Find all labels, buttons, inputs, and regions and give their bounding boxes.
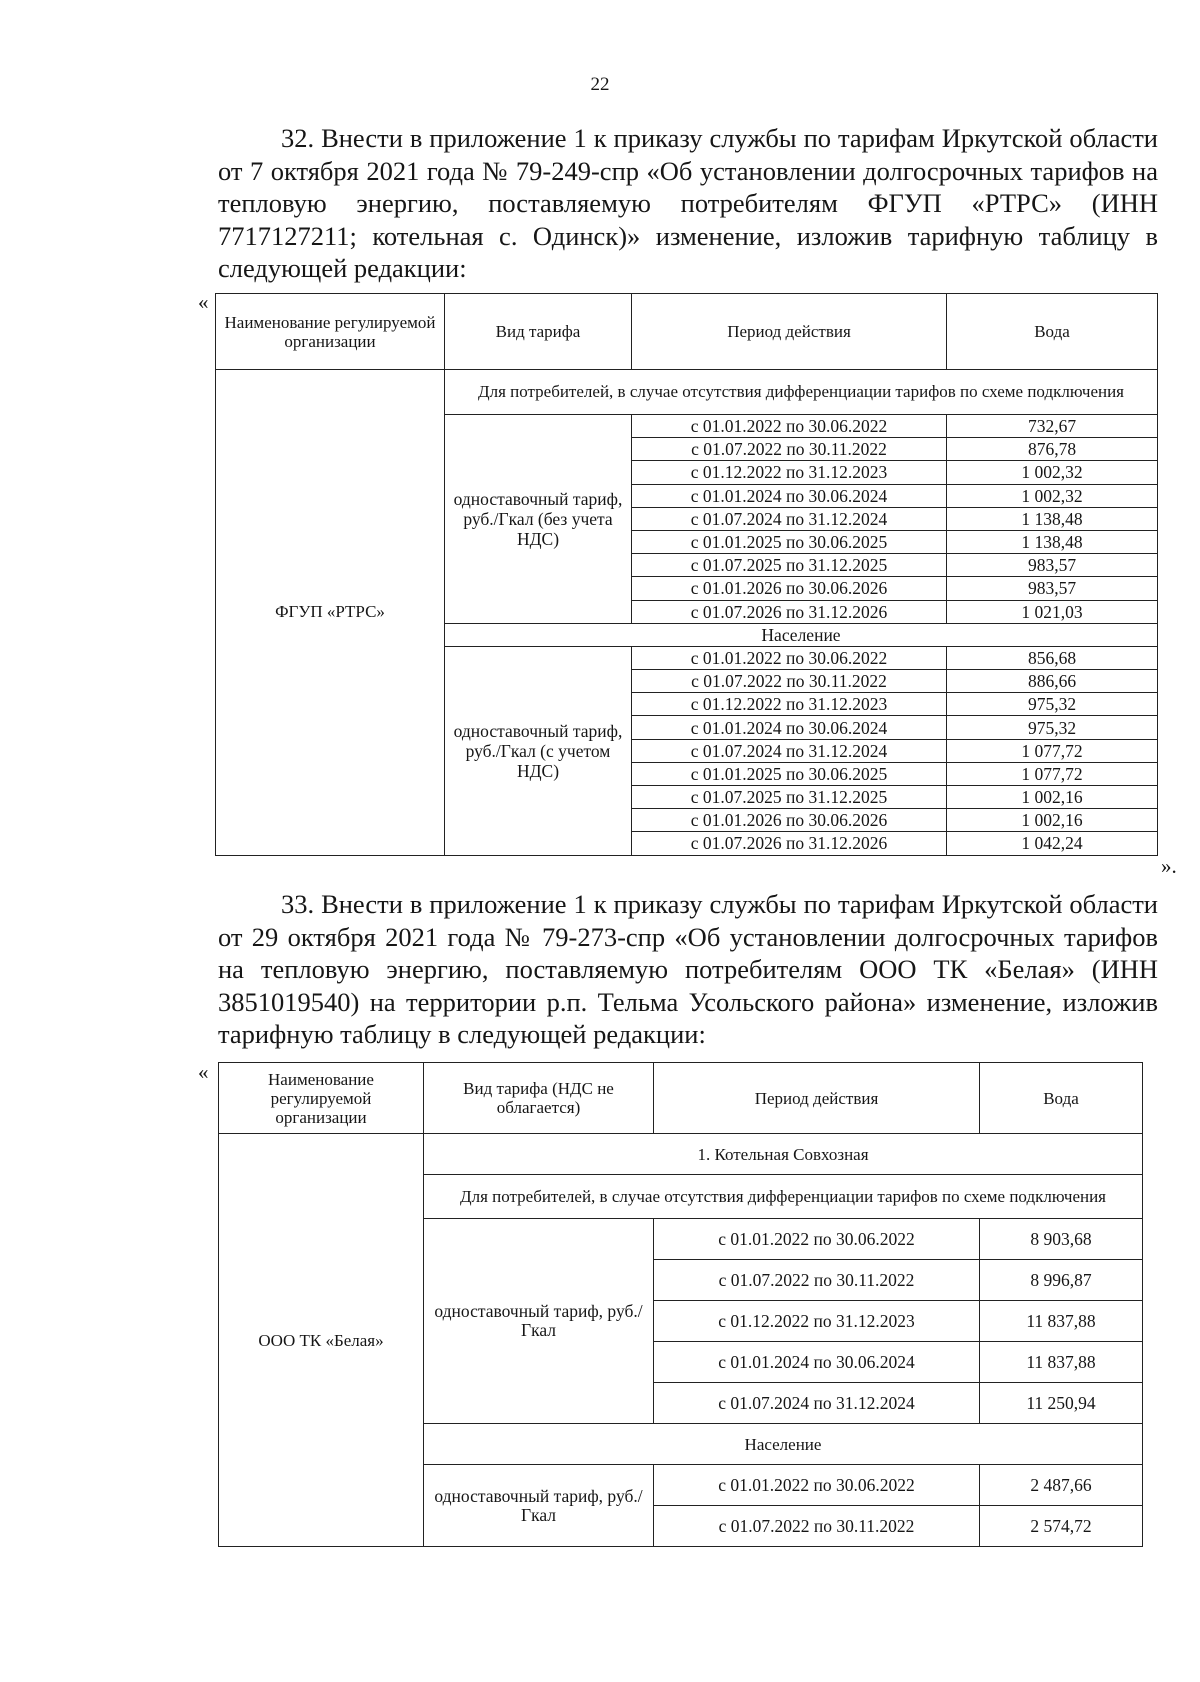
value-cell: 1 077,72	[947, 762, 1158, 785]
value-cell: 2 574,72	[980, 1506, 1143, 1547]
period-cell: с 01.07.2022 по 30.11.2022	[654, 1506, 980, 1547]
period-cell: с 01.01.2026 по 30.06.2026	[632, 577, 947, 600]
tariff-type-cell: одноставочный тариф, руб./Гкал (с учетом НДС)	[445, 646, 632, 855]
period-cell: с 01.07.2024 по 31.12.2024	[632, 507, 947, 530]
paragraph-32	[218, 122, 1158, 285]
value-cell: 1 002,16	[947, 786, 1158, 809]
period-cell: с 01.07.2024 по 31.12.2024	[632, 739, 947, 762]
period-cell: с 01.07.2022 по 30.11.2022	[632, 438, 947, 461]
header-tariff: Вид тарифа (НДС не облагается)	[424, 1063, 654, 1134]
organization-cell: ФГУП «РТРС»	[216, 370, 445, 856]
header-water: Вода	[980, 1063, 1143, 1134]
period-cell: с 01.01.2022 по 30.06.2022	[632, 646, 947, 669]
period-cell: с 01.12.2022 по 31.12.2023	[654, 1301, 980, 1342]
header-tariff: Вид тарифа	[445, 294, 632, 370]
section-row	[216, 370, 1158, 415]
value-cell: 8 996,87	[980, 1260, 1143, 1301]
value-cell: 8 903,68	[980, 1219, 1143, 1260]
value-cell: 1 138,48	[947, 507, 1158, 530]
tariff-table-1	[215, 293, 1158, 856]
value-cell: 975,32	[947, 693, 1158, 716]
value-cell: 732,67	[947, 415, 1158, 438]
close-quote-table-1: ».	[1161, 854, 1177, 878]
paragraph-33	[218, 888, 1158, 1051]
period-cell: с 01.01.2022 по 30.06.2022	[654, 1219, 980, 1260]
value-cell: 886,66	[947, 670, 1158, 693]
value-cell: 983,57	[947, 577, 1158, 600]
period-cell: с 01.01.2026 по 30.06.2026	[632, 809, 947, 832]
value-cell: 1 002,32	[947, 484, 1158, 507]
header-org: Наименование регулируемой организации	[219, 1063, 424, 1134]
value-cell: 1 138,48	[947, 530, 1158, 553]
period-cell: с 01.01.2024 по 30.06.2024	[632, 484, 947, 507]
value-cell: 1 021,03	[947, 600, 1158, 623]
tariff-type-cell: одноставочный тариф, руб./Гкал	[424, 1465, 654, 1547]
value-cell: 1 002,32	[947, 461, 1158, 484]
period-cell: с 01.07.2024 по 31.12.2024	[654, 1383, 980, 1424]
period-cell: с 01.07.2022 по 30.11.2022	[654, 1260, 980, 1301]
tariff-type-cell: одноставочный тариф, руб./Гкал (без учета НДС)	[445, 415, 632, 624]
period-cell: с 01.01.2025 по 30.06.2025	[632, 530, 947, 553]
value-cell: 11 250,94	[980, 1383, 1143, 1424]
section-consumers: Для потребителей, в случае отсутствия дифференциации тарифов по схеме подключения	[424, 1175, 1143, 1219]
period-cell: с 01.12.2022 по 31.12.2023	[632, 461, 947, 484]
table-header-row	[219, 1063, 1143, 1134]
open-quote-table-2: «	[198, 1060, 209, 1084]
value-cell: 1 042,24	[947, 832, 1158, 855]
tariff-table-2	[218, 1062, 1143, 1547]
tariff-type-cell: одноставочный тариф, руб./Гкал	[424, 1219, 654, 1424]
value-cell: 11 837,88	[980, 1342, 1143, 1383]
section-row	[219, 1134, 1143, 1175]
open-quote-table-1: «	[198, 290, 209, 314]
header-period: Период действия	[654, 1063, 980, 1134]
value-cell: 983,57	[947, 554, 1158, 577]
section-population: Население	[424, 1424, 1143, 1465]
period-cell: с 01.07.2022 по 30.11.2022	[632, 670, 947, 693]
section-population: Население	[445, 623, 1158, 646]
period-cell: с 01.07.2025 по 31.12.2025	[632, 786, 947, 809]
period-cell: с 01.07.2025 по 31.12.2025	[632, 554, 947, 577]
period-cell: с 01.07.2026 по 31.12.2026	[632, 600, 947, 623]
period-cell: с 01.01.2025 по 30.06.2025	[632, 762, 947, 785]
table-header-row	[216, 294, 1158, 370]
paragraph-33-text: 33. Внести в приложение 1 к приказу службы по тарифам Иркутской области от 29 октября 2021 года № 79-273-спр «Об установлении долгосрочных тарифов на тепловую энергию, поставляемую потребителям ООО ТК «Белая» (ИНН 3851019540) на территории р.п. Тельма Усольского района» изменение, изложив тарифную таблицу в следующей редакции:	[218, 889, 1158, 1049]
period-cell: с 01.12.2022 по 31.12.2023	[632, 693, 947, 716]
page-number: 22	[590, 74, 610, 95]
period-cell: с 01.07.2026 по 31.12.2026	[632, 832, 947, 855]
section-boiler: 1. Котельная Совхозная	[424, 1134, 1143, 1175]
period-cell: с 01.01.2024 по 30.06.2024	[632, 716, 947, 739]
period-cell: с 01.01.2024 по 30.06.2024	[654, 1342, 980, 1383]
value-cell: 2 487,66	[980, 1465, 1143, 1506]
organization-cell: ООО ТК «Белая»	[219, 1134, 424, 1547]
header-water: Вода	[947, 294, 1158, 370]
period-cell: с 01.01.2022 по 30.06.2022	[632, 415, 947, 438]
value-cell: 856,68	[947, 646, 1158, 669]
value-cell: 876,78	[947, 438, 1158, 461]
period-cell: с 01.01.2022 по 30.06.2022	[654, 1465, 980, 1506]
header-period: Период действия	[632, 294, 947, 370]
value-cell: 975,32	[947, 716, 1158, 739]
value-cell: 11 837,88	[980, 1301, 1143, 1342]
header-org: Наименование регулируемой организации	[216, 294, 445, 370]
paragraph-32-text: 32. Внести в приложение 1 к приказу службы по тарифам Иркутской области от 7 октября 2021 года № 79-249-спр «Об установлении долгосрочных тарифов на тепловую энергию, поставляемую потребителям ФГУП «РТРС» (ИНН 7717127211; котельная с. Одинск)» изменение, изложив тарифную таблицу в следующей редакции:	[218, 123, 1158, 283]
section-consumers: Для потребителей, в случае отсутствия дифференциации тарифов по схеме подключения	[445, 370, 1158, 415]
value-cell: 1 077,72	[947, 739, 1158, 762]
value-cell: 1 002,16	[947, 809, 1158, 832]
